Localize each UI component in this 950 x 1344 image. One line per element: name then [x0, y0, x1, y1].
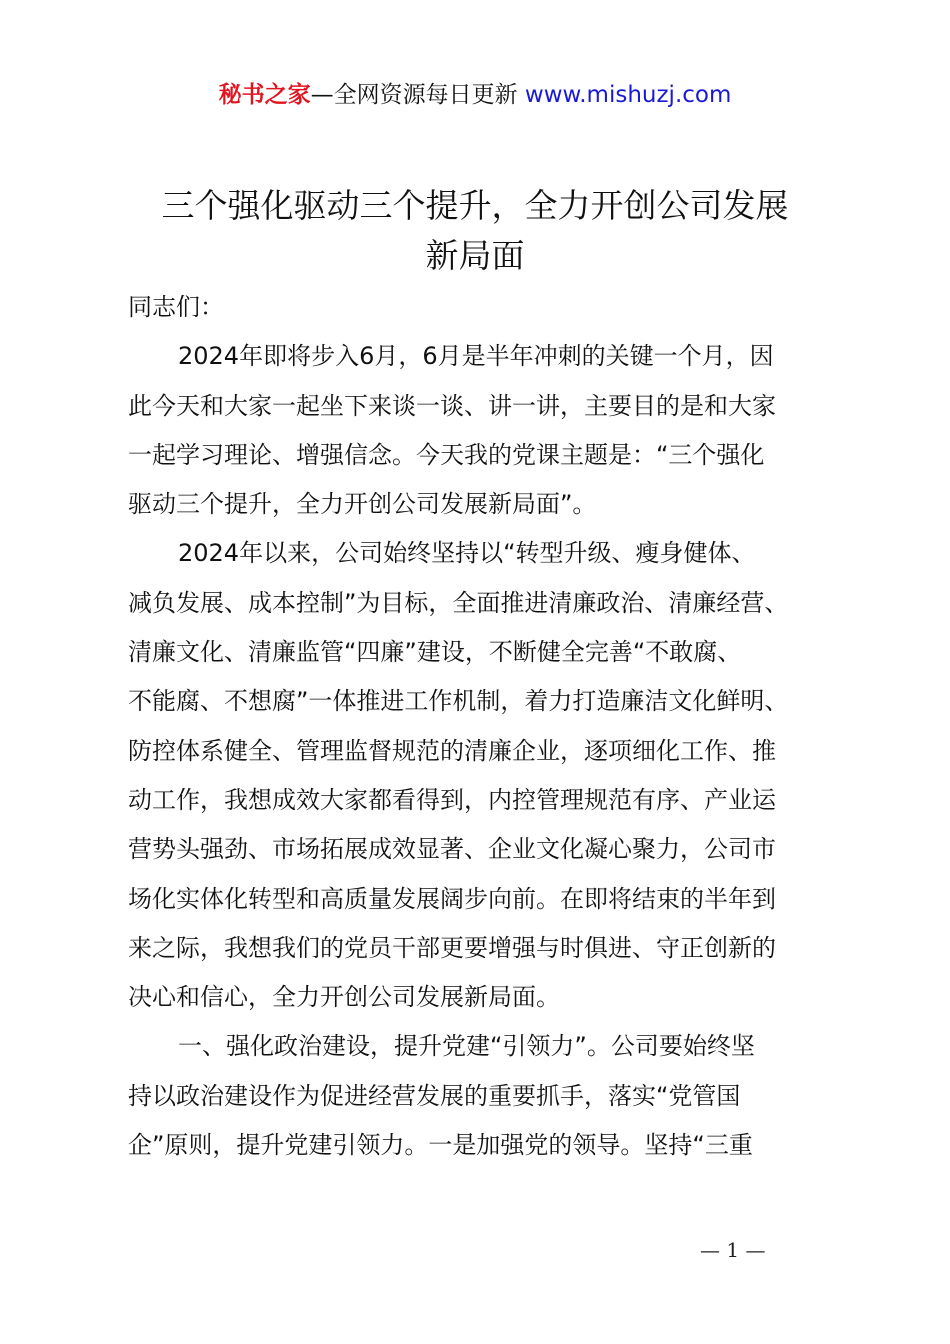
paragraph-line: 决心和信心，全力开创公司发展新局面。	[128, 983, 560, 1012]
paragraph-line: 营势头强劲、市场拓展成效显著、企业文化凝心聚力，公司市	[128, 835, 776, 864]
title-line-2: 新局面	[425, 236, 525, 275]
paragraph-line: 2024年即将步入6月，6月是半年冲刺的关键一个月，因	[178, 342, 774, 371]
site-brand: 秘书之家	[218, 82, 311, 108]
site-tagline: —全网资源每日更新	[310, 82, 518, 108]
salutation: 同志们：	[128, 293, 224, 321]
paragraph-line: 动工作，我想成效大家都看得到，内控管理规范有序、产业运	[128, 785, 776, 814]
paragraph-line: 驱动三个提升，全力开创公司发展新局面”。	[128, 490, 597, 519]
paragraph-line: 2024年以来，公司始终坚持以“转型升级、瘦身健体、	[178, 539, 756, 568]
title-line-1: 三个强化驱动三个提升，全力开创公司发展	[161, 186, 789, 225]
paragraph-line: 持以政治建设作为促进经营发展的重要抓手，落实“党管国	[128, 1081, 741, 1110]
paragraph-line: 场化实体化转型和高质量发展阔步向前。在即将结束的半年到	[128, 884, 776, 913]
paragraph-line: 一起学习理论、增强信念。今天我的党课主题是：“三个强化	[128, 440, 765, 469]
site-header	[0, 78, 950, 112]
document-body	[128, 283, 834, 1170]
page-number: — 1 —	[700, 1238, 766, 1262]
paragraph-line: 一、强化政治建设，提升党建“引领力”。公司要始终坚	[178, 1032, 755, 1061]
site-url-link[interactable]: www.mishuzj.com	[524, 82, 732, 108]
paragraph-line: 不能腐、不想腐”一体推进工作机制，着力打造廉洁文化鲜明、	[128, 687, 789, 716]
paragraph-line: 此今天和大家一起坐下来谈一谈、讲一讲，主要目的是和大家	[128, 391, 776, 420]
document-title	[100, 181, 850, 281]
paragraph-line: 清廉文化、清廉监管“四廉”建设，不断健全完善“不敢腐、	[128, 638, 742, 667]
paragraph-line: 防控体系健全、管理监督规范的清廉企业，逐项细化工作、推	[128, 736, 776, 765]
paragraph-line: 来之际，我想我们的党员干部更要增强与时俱进、守正创新的	[128, 933, 776, 962]
paragraph-line: 企”原则，提升党建引领力。一是加强党的领导。坚持“三重	[128, 1131, 753, 1160]
paragraph-line: 减负发展、成本控制”为目标，全面推进清廉政治、清廉经营、	[128, 588, 789, 617]
